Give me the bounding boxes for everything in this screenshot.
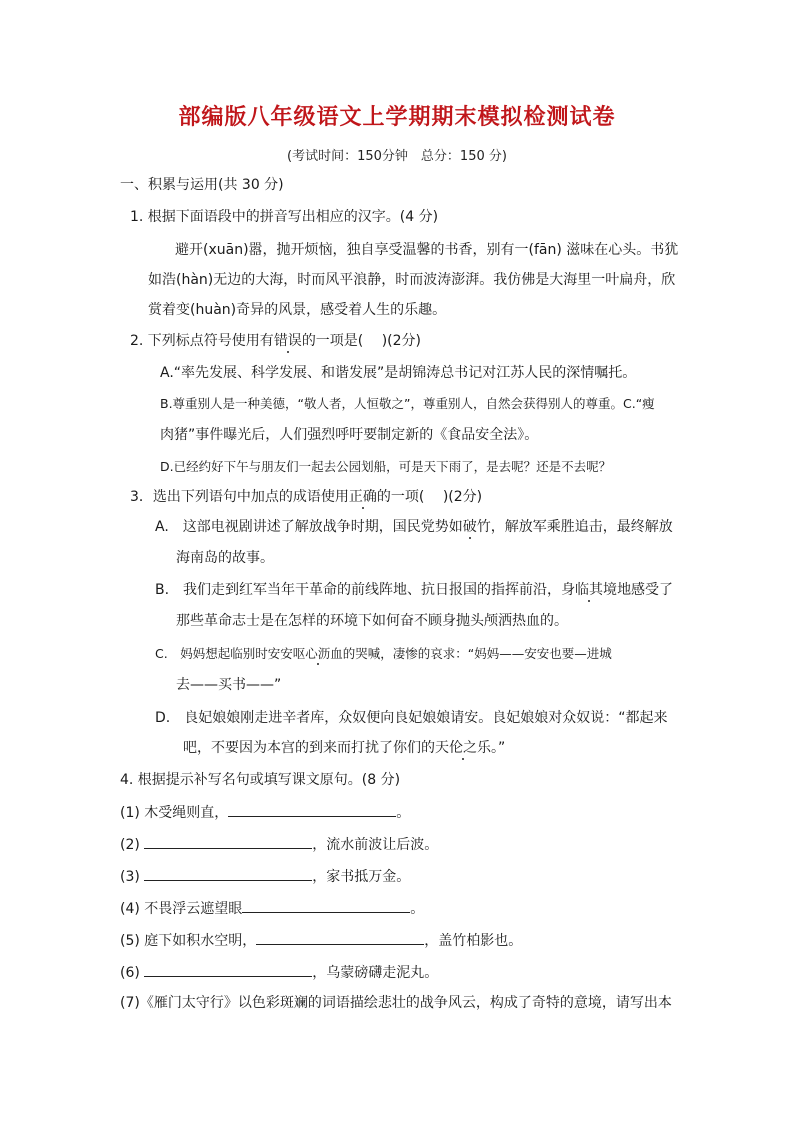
answer-blank[interactable]	[242, 898, 410, 913]
q2-option-d: D.已经约好下午与朋友们一起去公园划船，可是天下雨了，是去呢？还是不去呢？	[160, 459, 612, 474]
answer-blank[interactable]	[144, 962, 312, 977]
q3-stem-text: 3．选出下列语句中加点的成语使用	[130, 489, 349, 505]
emphasis-text: 错误	[273, 333, 302, 349]
option-text: 。”	[491, 740, 506, 756]
q1-paragraph-line: 避开(xuān)嚣，抛开烦恼，独自享受温馨的书香，别有一(fān) 滋味在心头。书犹	[175, 242, 679, 258]
dotted-idiom: 如破竹	[448, 519, 491, 535]
fill-item	[120, 802, 410, 823]
q3-option-b-cont: 那些革命志士是在怎样的环境下如何奋不顾身抛头颅洒热血的。	[176, 613, 568, 629]
answer-blank[interactable]	[144, 834, 312, 849]
fill-item-text: ，乌蒙磅礴走泥丸。	[312, 965, 439, 981]
fill-item-text: (5) 庭下如积水空明，	[120, 933, 257, 949]
option-text: 地感受了	[617, 582, 674, 598]
dotted-idiom: 身临其境	[561, 582, 618, 598]
q2-stem	[130, 331, 421, 351]
exam-info: (考试时间：150分钟 总分：150 分)	[287, 149, 507, 164]
option-text: ，解放军乘胜追击，最终解放	[490, 519, 673, 535]
q3-option-c-cont: 去——买书——”	[176, 677, 282, 693]
page-title: 部编版八年级语文上学期期末模拟检测试卷	[178, 104, 616, 130]
option-text: A. 这部电视剧讲述了解放战争时期，国民党势	[155, 519, 449, 535]
option-text: B. 我们走到红军当年干革命的前线阵地、抗日报国的指挥前沿，	[155, 582, 562, 598]
q1-paragraph-line: 如浩(hàn)无边的大海，时而风平浪静，时而波涛澎湃。我仿佛是大海里一叶扁舟，欣	[148, 272, 676, 288]
fill-item	[120, 834, 438, 855]
q2-stem-text: 2. 下列标点符号使用有	[130, 333, 274, 349]
fill-item	[120, 898, 424, 919]
option-text: C. 妈妈想起临别时安安	[155, 646, 293, 661]
fill-item-text: ，盖竹柏影也。	[424, 933, 523, 949]
answer-blank[interactable]	[256, 930, 424, 945]
fill-item-text: ，流水前波让后波。	[312, 837, 439, 853]
q2-option-b: B.尊重别人是一种美德，“敬人者，人恒敬之”，尊重别人，自然会获得别人的尊重。C.“瘦	[160, 396, 655, 411]
q2-stem-text: 的一项是( )(2分)	[301, 333, 422, 349]
q2-option-a: A.“率先发展、科学发展、和谐发展”是胡锦涛总书记对江苏人民的深情嘱托。	[160, 365, 637, 381]
fill-item-text: (3)	[120, 869, 145, 885]
fill-item-text: 。	[396, 805, 411, 821]
q3-option-a	[155, 517, 673, 537]
answer-blank[interactable]	[144, 866, 312, 881]
answer-blank[interactable]	[228, 802, 396, 817]
option-text: 的哭喊，凄惨的哀求：“妈妈——安安也要—进城	[342, 646, 612, 661]
fill-item: (7)《雁门太守行》以色彩斑斓的词语描绘悲壮的战争风云，构成了奇特的意境，请写出本	[120, 995, 672, 1011]
fill-item-text: (1) 木受绳则直，	[120, 805, 229, 821]
fill-item	[120, 930, 522, 951]
q3-option-a-cont: 海南岛的故事。	[176, 550, 274, 566]
q3-option-d: D. 良妃娘娘刚走进辛者库，众奴便向良妃娘娘请安。良妃娘娘对众奴说：“都起来	[155, 710, 668, 726]
q3-option-c	[155, 644, 612, 664]
q2-option-b-cont: 肉猪”事件曝光后，人们强烈呼吁要制定新的《食品安全法》。	[160, 427, 539, 443]
option-text: 吧，不要因为本宫的到来而打扰了你们的	[183, 740, 435, 756]
q3-stem-text: 的一项( )(2分)	[376, 489, 483, 505]
fill-item-text: ，家书抵万金。	[312, 869, 411, 885]
fill-item-text: 。	[410, 901, 425, 917]
q4-stem: 4. 根据提示补写名句或填写课文原句。(8 分)	[120, 772, 401, 788]
fill-item-text: (2)	[120, 837, 145, 853]
q1-paragraph-line: 赏着变(huàn)奇异的风景，感受着人生的乐趣。	[148, 302, 447, 318]
q3-option-d-cont	[183, 738, 505, 758]
dotted-idiom: 天伦之乐	[435, 740, 491, 756]
fill-item	[120, 962, 438, 983]
dotted-idiom: 呕心沥血	[292, 646, 343, 661]
fill-item-text: (4) 不畏浮云遮望眼	[120, 901, 243, 917]
q3-stem	[130, 487, 482, 507]
section-heading: 一、积累与运用(共 30 分)	[120, 177, 284, 193]
fill-item	[120, 866, 410, 887]
q1-stem: 1. 根据下面语段中的拼音写出相应的汉字。(4 分)	[130, 209, 439, 225]
emphasis-text: 正确	[348, 489, 377, 505]
fill-item-text: (6)	[120, 965, 145, 981]
q3-option-b	[155, 580, 673, 600]
